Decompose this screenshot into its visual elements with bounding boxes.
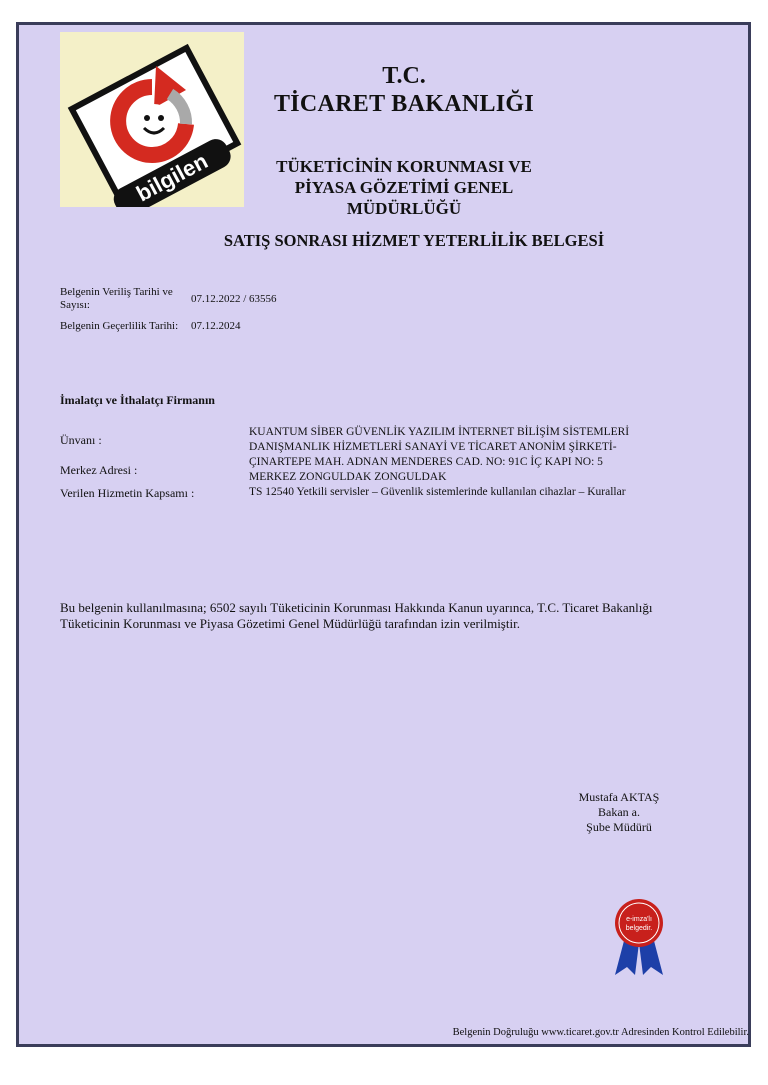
directorate-line: PİYASA GÖZETİMİ GENEL bbox=[294, 178, 514, 197]
signatory-authority: Bakan a. bbox=[598, 805, 640, 819]
e-signature-seal-icon bbox=[609, 897, 669, 977]
verification-footer: Belgenin Doğruluğu www.ticaret.gov.tr Adresinden Kontrol Edilebilir. bbox=[452, 1027, 749, 1038]
company-details bbox=[249, 425, 719, 485]
ministry-name: TİCARET BAKANLIĞI bbox=[273, 91, 535, 117]
service-scope-value: TS 12540 Yetkili servisler – Güvenlik sistemlerinde kullanılan cihazlar – Kurallar bbox=[249, 486, 626, 498]
validity-date-value: 07.12.2024 bbox=[191, 320, 241, 332]
directorate-name bbox=[244, 156, 564, 219]
validity-date-label: Belgenin Geçerlilik Tarihi: bbox=[60, 320, 179, 332]
company-address-label: Merkez Adresi : bbox=[60, 463, 138, 477]
issue-date-value: 07.12.2022 / 63556 bbox=[191, 293, 277, 305]
seal-text-line2: belgedir. bbox=[625, 925, 653, 932]
service-scope-label: Verilen Hizmetin Kapsamı : bbox=[60, 486, 195, 500]
bilgilen-logo bbox=[60, 32, 244, 207]
issue-date-label: Belgenin Veriliş Tarihi ve Sayısı: bbox=[60, 286, 173, 311]
company-title-line: DANIŞMANLIK HİZMETLERİ SANAYİ VE TİCARET ANONİM ŞİRKETİ- bbox=[249, 441, 617, 453]
country-line: T.C. bbox=[382, 63, 426, 89]
company-address-line: MERKEZ ZONGULDAK ZONGULDAK bbox=[249, 471, 447, 483]
company-section-title: İmalatçı ve İthalatçı Firmanın bbox=[60, 393, 215, 407]
authorization-statement: Bu belgenin kullanılmasına; 6502 sayılı Tüketicinin Korunması Hakkında Kanun uyarınca, T.C. Ticaret Bakanlığı Tüketicinin Korunması ve Piyasa Gözetimi Genel Müdürlüğü tarafından izin verilmiştir. bbox=[60, 600, 653, 631]
logo-wordmark: bilgilen bbox=[132, 148, 212, 207]
seal-text-line1: e-imza'lı bbox=[626, 916, 652, 923]
company-title-label: Ünvanı : bbox=[60, 433, 102, 447]
signature-block bbox=[564, 790, 674, 835]
directorate-line: MÜDÜRLÜĞÜ bbox=[346, 199, 462, 218]
document-title: SATIŞ SONRASI HİZMET YETERLİLİK BELGESİ bbox=[223, 231, 605, 250]
company-address-line: ÇINARTEPE MAH. ADNAN MENDERES CAD. NO: 91C İÇ KAPI NO: 5 bbox=[249, 456, 603, 468]
directorate-line: TÜKETİCİNİN KORUNMASI VE bbox=[276, 157, 532, 176]
signatory-name: Mustafa AKTAŞ bbox=[578, 790, 660, 804]
signatory-title: Şube Müdürü bbox=[586, 820, 652, 834]
company-title-line: KUANTUM SİBER GÜVENLİK YAZILIM İNTERNET BİLİŞİM SİSTEMLERİ bbox=[249, 426, 630, 438]
certificate-page bbox=[16, 22, 751, 1047]
